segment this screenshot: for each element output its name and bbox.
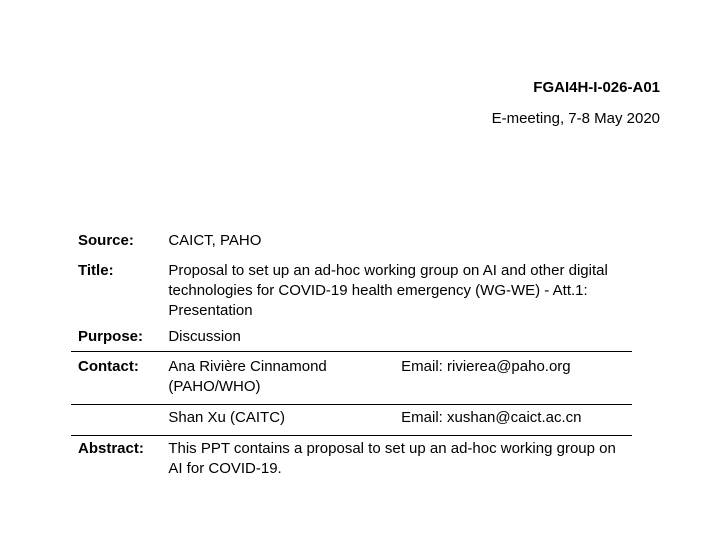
title-row <box>71 258 632 325</box>
purpose-value: Discussion <box>168 328 241 345</box>
contact-name: Ana Rivière Cinnamond (PAHO/WHO) <box>168 352 401 405</box>
contact-row <box>71 352 632 405</box>
contact-email[interactable]: Email: rivierea@paho.org <box>401 352 632 405</box>
source-row <box>71 231 632 258</box>
title-value: Proposal to set up an ad-hoc working group on AI and other digital technologies for COVID-19 health emergency (WG-WE) - Att.1: Presentation <box>168 262 608 319</box>
contact-label-empty <box>71 405 168 436</box>
purpose-row <box>71 325 632 352</box>
abstract-row <box>71 436 632 484</box>
contact-row <box>71 405 632 436</box>
source-value: CAICT, PAHO <box>168 232 262 249</box>
abstract-label: Abstract: <box>71 436 168 484</box>
purpose-label: Purpose: <box>78 328 144 345</box>
document-id: FGAI4H-I-026-A01 <box>533 79 660 96</box>
meeting-info: E-meeting, 7-8 May 2020 <box>491 110 660 127</box>
contact-name: Shan Xu (CAITC) <box>168 405 401 436</box>
contact-label: Contact: <box>71 352 168 405</box>
title-label: Title: <box>78 262 114 279</box>
source-label: Source: <box>78 232 134 249</box>
abstract-value: This PPT contains a proposal to set up an ad-hoc working group on AI for COVID-19. <box>168 436 632 484</box>
contact-email[interactable]: Email: xushan@caict.ac.cn <box>401 405 632 436</box>
document-metadata-table <box>71 231 632 483</box>
